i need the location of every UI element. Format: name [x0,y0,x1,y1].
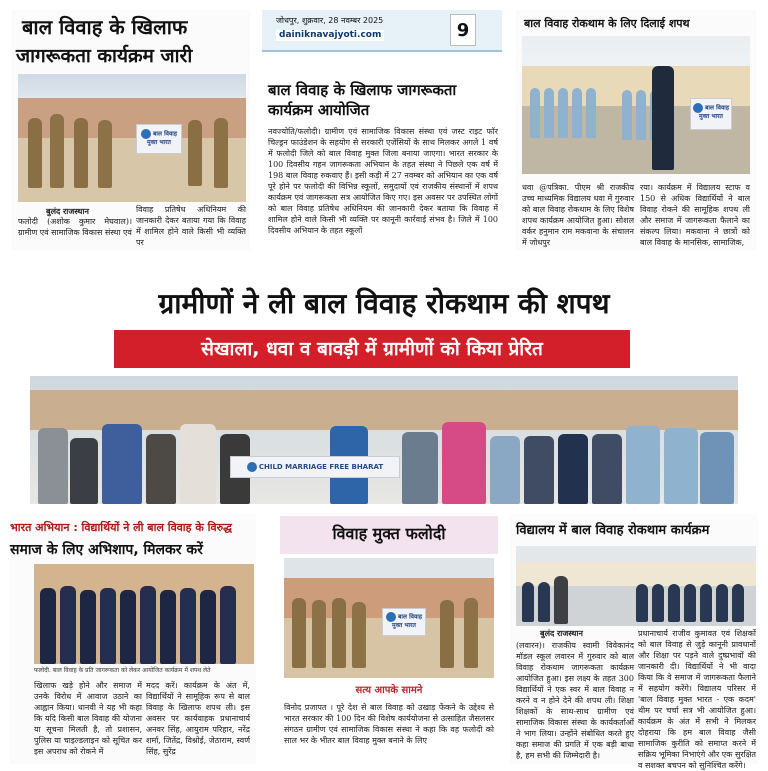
clip2-page-number: 9 [456,20,470,41]
campaign-logo-icon [141,129,151,139]
clip7-photo [516,546,756,626]
clip2-masthead [262,10,502,52]
clip4-subheadline-bar [114,330,630,368]
clip7-column-1: (लवारन)। राजकीय स्वामी विवेकानंद मॉडल स्कूल लवारन में गुरुवार को बाल विवाह रोकथाम जागरूकता कार्यक्रम आयोजित हुआ। इस लक्ष्य के तहत 300 विद्यार्थियों ने एक स्वर में बाल विवाह न करने व न होने देने की शपथ ली। शिक्षा शिक्षकों के साथ-साथ ग्रामीण एवं सामाजिक विकास संस्था के कार्यकर्ताओं ने भाग लिया। उन्होंने संबोधित करते हुए कहा समाज की प्रगति में एक बड़ी बाधा है, हम सभी की जिम्मेदारी है। [516,641,634,760]
clip6-photo-banner: बाल विवाह मुक्त भारत [382,608,426,636]
clip3-headline: बाल विवाह रोकथाम के लिए दिलाई शपथ [524,17,690,30]
clip7-headline: विद्यालय में बाल विवाह रोकथाम कार्यक्रम [516,523,710,538]
clip5-caption: फलोदी. बाल विवाह के प्रति जागरूकता को लेकर आयोजित कार्यक्रम में शपथ लेते [34,667,211,674]
clip6-photo [284,558,494,678]
clip3-photo [522,36,750,174]
clip7-column-2: प्रधानाचार्य राजीव कुमावत एवं शिक्षकों को बाल विवाह से जुड़े कानूनी प्रावधानों और शिक्षा पर पड़ने वाले दुष्प्रभावों की जानकारी दी। विद्यार्थियों ने भी वादा किया कि वे समाज में जागरूकता फैलाने में सहयोग करेंगे। विद्यालय परिसर में 'बाल विवाह मुक्त भारत - एक कदम' थीम पर चर्चा सत्र भी आयोजित हुआ। कार्यक्रम के अंत में सभी ने मिलकर दोहराया कि हम बाल विवाह जैसी सामाजिक कुरीति को समाप्त करने में सक्रिय भूमिका निभाएंगे और एक सुरक्षित व सशक्त बचपन को सुनिश्चित करेंगे। [638,629,756,770]
clip1-photo-banner: बाल विवाह मुक्त भारत [136,124,182,154]
clip4-photo [30,376,738,504]
clip3-photo-banner: बाल विवाह मुक्त भारत [690,98,732,130]
news-clipping-3 [516,10,756,250]
clip5-photo [34,564,254,664]
clip2-headline-line1: बाल विवाह के खिलाफ जागरूकता [268,81,457,99]
clip3-column-1: धवा @पत्रिका. पीएम श्री राजकीय उच्च माध्यमिक विद्यालय धवा में गुरुवार को बाल विवाह रोकथाम के लिए विशेष शपथ कार्यक्रम आयोजित हुआ। सोशल वर्कर हनुमान राम मकवाना के संचालन में जोधपुर [522,183,634,247]
clip5-column-2: मदद करें। कार्यक्रम के अंत में, विद्यार्थियों ने सामूहिक रूप से बाल विवाह के खिलाफ शपथ ली। इस अवसर पर कार्यवाहक प्रधानाचार्य अनवर सिंह, आयुराम परिहार, नरेंद्र शर्मा, जितेंद्र, विश्नोई, जेठाराम, स्वर्ण सिंह, सुरेंद्र [146,681,250,756]
clip1-column-2: विवाह प्रतिषेध अधिनियम की जानकारी देकर बताया गया कि विवाह में शामिल होने वाले किसी भी व्यक्ति पर [136,205,246,247]
clip1-column-1: फलोदी (अशोक कुमार मेघवाल)। ग्रामीण एवं सामाजिक विकास संस्था एवं [18,217,132,237]
clip6-subhead: सत्य आपके सामने [355,685,423,696]
news-clipping-2 [262,10,502,250]
news-clipping-5 [10,514,256,764]
clip2-body: नवज्योति/फलोदी। ग्रामीण एवं सामाजिक विकास संस्था एवं जस्ट राइट फॉर चिल्ड्रन फाउंडेशन के सहयोग से सरकारी एजेंसियों के साथ मिलकर अगले 1 वर्ष में फलोदी जिले को बाल विवाह मुक्त जिला बनाया जाएगा। भारत सरकार के 100 दिवसीय गहन जागरूकता अभियान के तहत संस्था ने पिछले एक वर्ष में 198 बाल विवाह रुकवाए हैं। इसी कड़ी में 27 नवम्बर को अभियान का एक वर्ष पूरे होने पर फलोदी की विभिन्न स्कूलों, समुदायों एवं राजकीय संस्थानों में शपथ कार्यक्रम एवं जागरूकता सत्र आयोजित किए गए। इस अवसर पर उपस्थित लोगों को बाल विवाह प्रतिषेध अधिनियम की जानकारी देकर बताया कि विवाह में शामिल होने वाले किसी भी व्यक्ति पर कानूनी कार्रवाई संभव है। जिले में 100 दिवसीय अभियान के तहत स्कूलों [268,127,498,235]
campaign-logo-icon [693,103,703,113]
clip5-headline-line1: भारत अभियान : विद्यार्थियों ने ली बाल विवाह के विरुद्ध [10,521,232,534]
clip2-headline-line2: कार्यक्रम आयोजित [268,101,370,119]
clip3-column-2: रया। कार्यक्रम में विद्यालय स्टाफ व 150 से अधिक विद्यार्थियों ने बाल विवाह रोकने की सामूहिक शपथ ली और समाज में जागरूकता फैलाने का संकल्प लिया। मकवाना ने छात्रों को बाल विवाह के मानसिक, सामाजिक, [640,183,750,247]
clip4-headline: ग्रामीणों ने ली बाल विवाह रोकथाम की शपथ [158,287,610,320]
clip1-headline-line1: बाल विवाह के खिलाफ [22,15,188,39]
clip2-masthead-site: dainiknavajyoti.com [276,30,384,41]
clip1-byline: बुलंद राजस्थान [46,206,89,216]
clip2-page-number-box [450,14,476,46]
clip6-body: विनोद प्रजापत । पूरे देश से बाल विवाह को उखाड़ फेंकने के उद्देश्य से भारत सरकार की 100 दिन की विशेष कार्ययोजना से उत्साहित जैसलसर संगठन ग्रामीण एवं सामाजिक विकास संस्था ने कहा कि वह फलोदी को साल भर के भीतर बाल विवाह मुक्त बनाने के लिए [284,703,494,745]
news-clipping-4 [10,272,758,508]
clip7-byline: बुलंद राजस्थान [540,628,583,638]
clip6-headline: विवाह मुक्त फलोदी [332,524,446,543]
campaign-logo-icon [386,612,396,622]
news-clipping-1 [12,10,250,250]
campaign-logo-icon [247,462,257,472]
clip5-column-1: खिलाफ खड़े होने और समाज में उनके विरोध में आवाज उठाने का आह्वान किया। धानवी ने यह भी कहा कि यदि किसी बाल विवाह की योजना या सूचना मिलती है, तो प्रशासन, पुलिस या चाइल्डलाइन को सूचित कर इस अपराध को रोकने में [34,681,142,756]
clip2-masthead-date: जोधपुर, शुक्रवार, 28 नवम्बर 2025 [276,16,384,25]
news-clipping-6 [280,516,498,764]
clip1-headline-line2: जागरूकता कार्यक्रम जारी [16,45,193,67]
clip5-headline-line2: समाज के लिए अभिशाप, मिलकर करें [10,542,203,558]
clip1-photo [18,74,246,202]
clip4-photo-banner: CHILD MARRIAGE FREE BHARAT [230,456,400,478]
news-clipping-7 [510,514,758,770]
clip6-headline-box [280,516,498,554]
clip4-subheadline: सेखाला, धवा व बावड़ी में ग्रामीणों को किया प्रेरित [201,338,543,360]
